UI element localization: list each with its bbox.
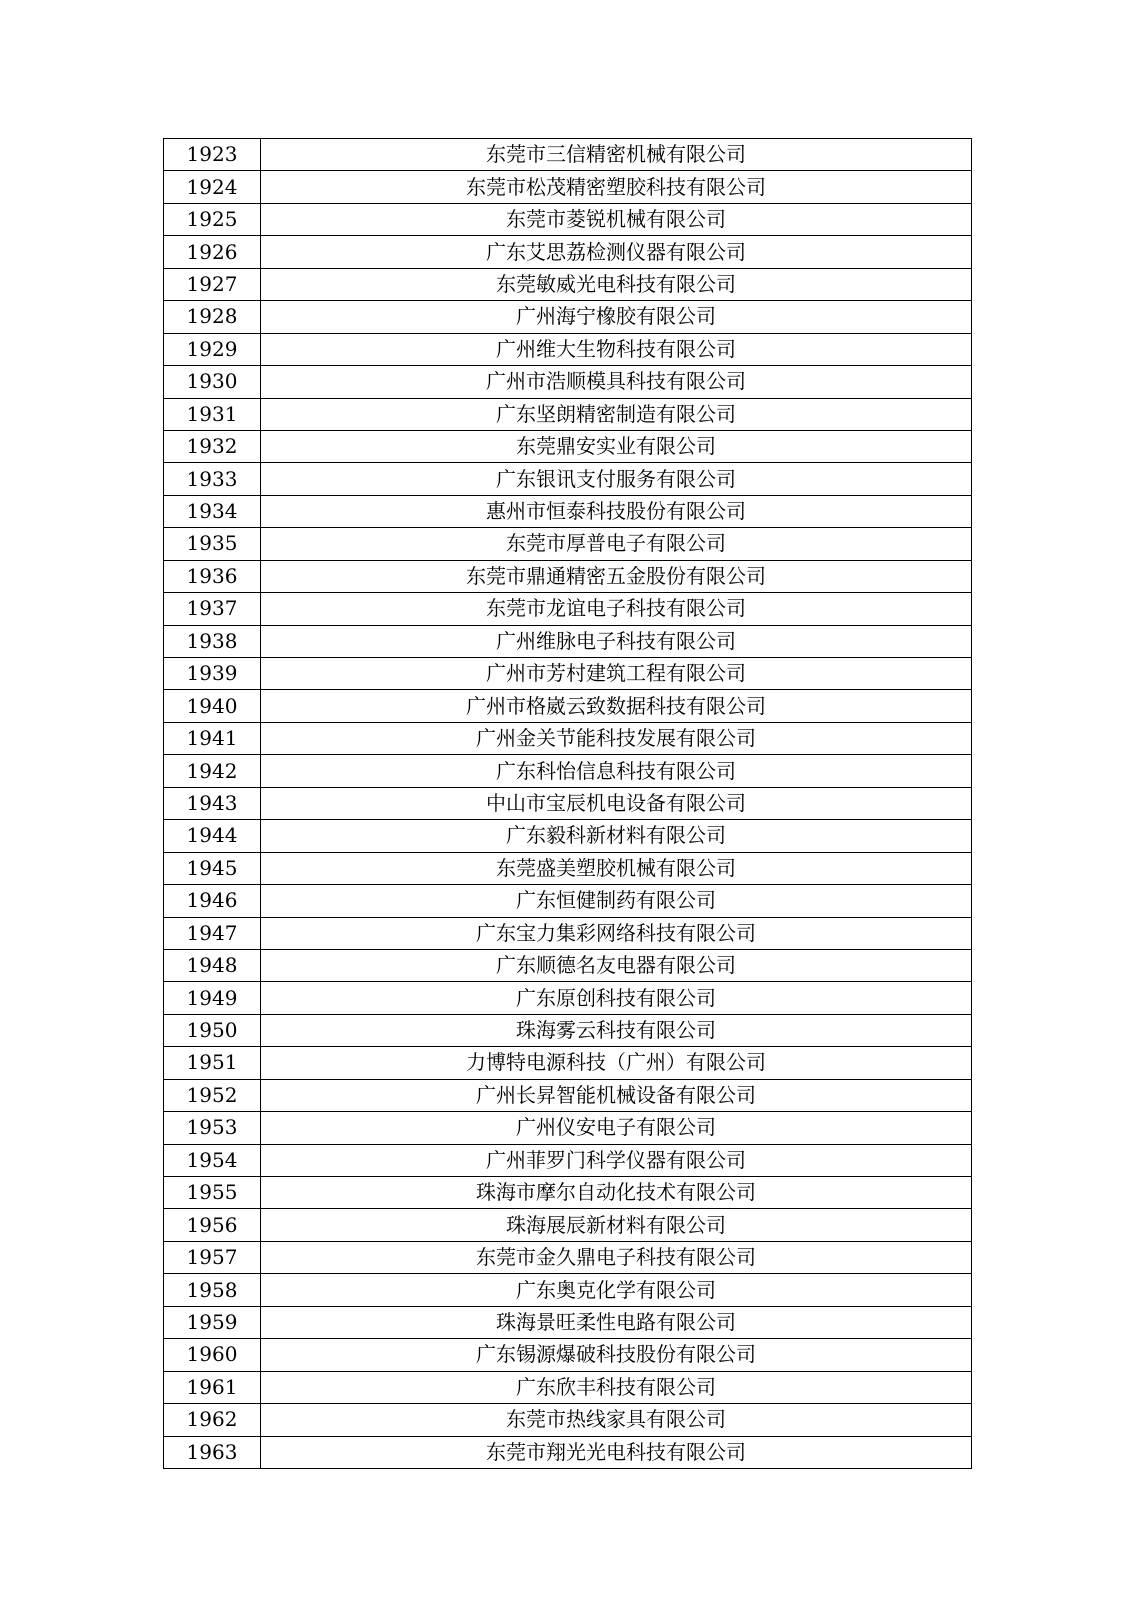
company-name-cell: 广州维脉电子科技有限公司	[261, 625, 972, 657]
company-name-cell: 广东宝力集彩网络科技有限公司	[261, 917, 972, 949]
row-number-cell: 1935	[164, 528, 261, 560]
table-row	[164, 203, 972, 235]
row-number-cell: 1938	[164, 625, 261, 657]
company-name-cell: 广州市芳村建筑工程有限公司	[261, 658, 972, 690]
table-row	[164, 885, 972, 917]
table-row	[164, 852, 972, 884]
row-number-cell: 1941	[164, 722, 261, 754]
company-name-cell: 东莞市热线家具有限公司	[261, 1404, 972, 1436]
table-row	[164, 1144, 972, 1176]
company-name-cell: 东莞市三信精密机械有限公司	[261, 139, 972, 171]
company-name-cell: 东莞敏威光电科技有限公司	[261, 268, 972, 300]
row-number-cell: 1932	[164, 430, 261, 462]
table-row	[164, 301, 972, 333]
company-name-cell: 东莞市厚普电子有限公司	[261, 528, 972, 560]
row-number-cell: 1930	[164, 366, 261, 398]
row-number-cell: 1956	[164, 1209, 261, 1241]
table-row	[164, 787, 972, 819]
table-row	[164, 236, 972, 268]
company-name-cell: 广东银讯支付服务有限公司	[261, 463, 972, 495]
table-row	[164, 593, 972, 625]
company-name-cell: 东莞市翔光光电科技有限公司	[261, 1436, 972, 1468]
row-number-cell: 1948	[164, 949, 261, 981]
table-row	[164, 1209, 972, 1241]
company-name-cell: 珠海雾云科技有限公司	[261, 1014, 972, 1046]
row-number-cell: 1936	[164, 560, 261, 592]
row-number-cell: 1923	[164, 139, 261, 171]
table-row	[164, 139, 972, 171]
table-row	[164, 1371, 972, 1403]
company-name-cell: 珠海展辰新材料有限公司	[261, 1209, 972, 1241]
row-number-cell: 1929	[164, 333, 261, 365]
row-number-cell: 1962	[164, 1404, 261, 1436]
company-name-cell: 珠海景旺柔性电路有限公司	[261, 1306, 972, 1338]
company-name-cell: 广州维大生物科技有限公司	[261, 333, 972, 365]
table-row	[164, 268, 972, 300]
table-row	[164, 366, 972, 398]
table-row	[164, 1274, 972, 1306]
row-number-cell: 1928	[164, 301, 261, 333]
company-name-cell: 广东原创科技有限公司	[261, 982, 972, 1014]
table-row	[164, 333, 972, 365]
table-row	[164, 1436, 972, 1468]
company-name-cell: 力博特电源科技（广州）有限公司	[261, 1047, 972, 1079]
row-number-cell: 1947	[164, 917, 261, 949]
row-number-cell: 1955	[164, 1177, 261, 1209]
row-number-cell: 1931	[164, 398, 261, 430]
table-row	[164, 430, 972, 462]
row-number-cell: 1958	[164, 1274, 261, 1306]
table-row	[164, 658, 972, 690]
row-number-cell: 1945	[164, 852, 261, 884]
table-row	[164, 463, 972, 495]
row-number-cell: 1943	[164, 787, 261, 819]
company-name-cell: 广东艾思荔检测仪器有限公司	[261, 236, 972, 268]
row-number-cell: 1946	[164, 885, 261, 917]
table-row	[164, 1306, 972, 1338]
company-name-cell: 中山市宝辰机电设备有限公司	[261, 787, 972, 819]
table-row	[164, 755, 972, 787]
row-number-cell: 1961	[164, 1371, 261, 1403]
row-number-cell: 1949	[164, 982, 261, 1014]
row-number-cell: 1927	[164, 268, 261, 300]
company-name-cell: 东莞市金久鼎电子科技有限公司	[261, 1241, 972, 1273]
company-name-cell: 广东毅科新材料有限公司	[261, 820, 972, 852]
row-number-cell: 1960	[164, 1339, 261, 1371]
row-number-cell: 1950	[164, 1014, 261, 1046]
row-number-cell: 1933	[164, 463, 261, 495]
row-number-cell: 1957	[164, 1241, 261, 1273]
table-row	[164, 982, 972, 1014]
company-name-cell: 广州市浩顺模具科技有限公司	[261, 366, 972, 398]
company-name-cell: 东莞市鼎通精密五金股份有限公司	[261, 560, 972, 592]
table-row	[164, 1339, 972, 1371]
row-number-cell: 1940	[164, 690, 261, 722]
table-row	[164, 1241, 972, 1273]
row-number-cell: 1934	[164, 495, 261, 527]
table-row	[164, 949, 972, 981]
row-number-cell: 1924	[164, 171, 261, 203]
table-row	[164, 1047, 972, 1079]
company-name-cell: 广东科怡信息科技有限公司	[261, 755, 972, 787]
table-row	[164, 820, 972, 852]
company-name-cell: 广州仪安电子有限公司	[261, 1112, 972, 1144]
row-number-cell: 1937	[164, 593, 261, 625]
table-row	[164, 1112, 972, 1144]
company-name-cell: 惠州市恒泰科技股份有限公司	[261, 495, 972, 527]
row-number-cell: 1954	[164, 1144, 261, 1176]
company-name-cell: 广东坚朗精密制造有限公司	[261, 398, 972, 430]
company-name-cell: 广州海宁橡胶有限公司	[261, 301, 972, 333]
row-number-cell: 1939	[164, 658, 261, 690]
company-list-table	[163, 138, 972, 1469]
row-number-cell: 1951	[164, 1047, 261, 1079]
company-list-body	[164, 139, 972, 1469]
company-name-cell: 广州长昇智能机械设备有限公司	[261, 1079, 972, 1111]
row-number-cell: 1942	[164, 755, 261, 787]
table-row	[164, 917, 972, 949]
table-row	[164, 495, 972, 527]
company-name-cell: 东莞市菱锐机械有限公司	[261, 203, 972, 235]
company-name-cell: 广州金关节能科技发展有限公司	[261, 722, 972, 754]
company-name-cell: 广东锡源爆破科技股份有限公司	[261, 1339, 972, 1371]
company-name-cell: 东莞盛美塑胶机械有限公司	[261, 852, 972, 884]
table-row	[164, 1177, 972, 1209]
table-row	[164, 1079, 972, 1111]
table-row	[164, 625, 972, 657]
table-row	[164, 722, 972, 754]
row-number-cell: 1959	[164, 1306, 261, 1338]
company-name-cell: 广东欣丰科技有限公司	[261, 1371, 972, 1403]
company-name-cell: 东莞市松茂精密塑胶科技有限公司	[261, 171, 972, 203]
company-name-cell: 广东顺德名友电器有限公司	[261, 949, 972, 981]
table-row	[164, 528, 972, 560]
table-row	[164, 690, 972, 722]
company-name-cell: 广东奥克化学有限公司	[261, 1274, 972, 1306]
row-number-cell: 1944	[164, 820, 261, 852]
table-row	[164, 398, 972, 430]
company-name-cell: 广州菲罗门科学仪器有限公司	[261, 1144, 972, 1176]
company-name-cell: 广东恒健制药有限公司	[261, 885, 972, 917]
company-name-cell: 珠海市摩尔自动化技术有限公司	[261, 1177, 972, 1209]
table-row	[164, 560, 972, 592]
company-name-cell: 东莞鼎安实业有限公司	[261, 430, 972, 462]
company-name-cell: 广州市格崴云致数据科技有限公司	[261, 690, 972, 722]
table-row	[164, 171, 972, 203]
table-row	[164, 1014, 972, 1046]
row-number-cell: 1925	[164, 203, 261, 235]
table-row	[164, 1404, 972, 1436]
row-number-cell: 1953	[164, 1112, 261, 1144]
company-name-cell: 东莞市龙谊电子科技有限公司	[261, 593, 972, 625]
row-number-cell: 1963	[164, 1436, 261, 1468]
row-number-cell: 1952	[164, 1079, 261, 1111]
row-number-cell: 1926	[164, 236, 261, 268]
